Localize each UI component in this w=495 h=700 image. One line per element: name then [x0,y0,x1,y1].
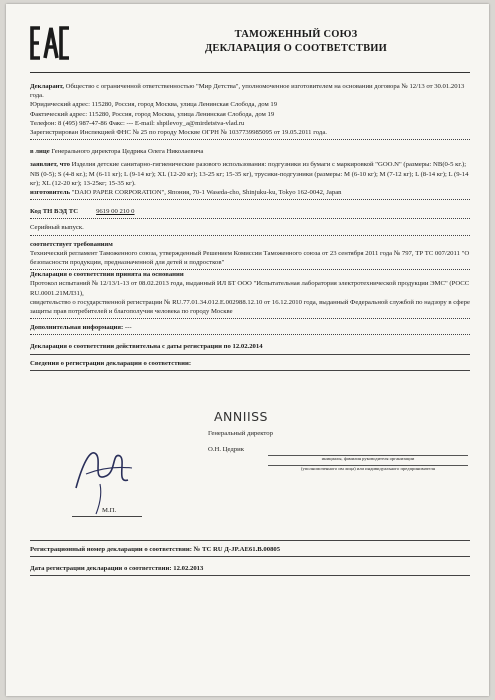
signatory-position: Генеральный директор [208,430,273,437]
signature-caption: инициалы, фамилия руководителя организации [321,456,415,461]
additional-value: --- [123,324,132,332]
basis-protocol: Протокол испытаний № 12/13/1-13 от 08.02.2013 года, выданный ИЛ БТ ООО "Испытательная лаборатория электротехнической продукции ЭМС" (РОСС RU.0001.21МЛ31), [30,280,470,297]
document-header [136,28,456,56]
validity-text: Декларация о соответствии действительна с даты регистрации по 12.02.2014 [30,343,263,351]
tnved-label: Код ТН ВЭД ТС [30,208,79,216]
stamp-label: М.П. [102,507,117,514]
serial-output: Серийный выпуск. [30,224,84,232]
registration-details-label: Сведения о регистрации декларации о соответствии: [30,359,192,367]
declares-paragraph [30,160,470,188]
manufacturer-text: "DAIO PAPER CORPORATION", Япония, 70-1 Waseda-cho, Shinjuku-ku, Tokyo 162-0042, Japan [70,189,342,197]
header-title: ТАМОЖЕННЫЙ СОЮЗ [234,29,358,40]
registration-info: Зарегистрирован Инспекцией ФНС № 25 по городу Москве ОГРН № 1037739985095 от 19.05.2011 года. [30,129,327,137]
registration-date-paragraph [30,564,470,573]
declares-label: заявляет, что [30,161,70,169]
manufacturer-paragraph [30,188,470,197]
registration-number-value: № ТС RU Д-JP.AE61.B.00805 [191,546,281,553]
additional-label: Дополнительная информация: [30,324,124,332]
represented-text: Генерального директора Цедрика Олега Николаевича [49,148,204,156]
registration-date-label: Дата регистрации декларации о соответствии: [30,565,172,573]
registration-number-paragraph [30,545,470,554]
declarant-text: Общество с ограниченной ответственностью "Мир Детства", уполномоченное изготовителем на основании договора № 12/13 от 30.01.2013 года. [30,83,465,100]
stamp-line [72,516,142,517]
signature-scribble [56,426,146,536]
requirements-text: Технический регламент Таможенного союза, утвержденный Решением Комиссии Таможенного союза от 23 сентября 2011 года № 797, ТР ТС 007/2011 "О безопасности продукции, предназначенной для детей и подростков" [30,249,470,267]
requirements-label: соответствует требованиям [30,240,113,248]
actual-address: Фактический адрес: 115280, Россия, город Москва, улица Ленинская Слобода, дом 19 [30,110,275,118]
represented-label: в лице [30,148,50,156]
registration-footer [30,538,470,576]
signatory-name: О.Н. Цедрик [208,446,244,453]
declaration-body [30,82,470,371]
declaration-page [6,4,489,696]
signature-caption-2: (уполномоченного им лица) или индивидуального предпринимателя [301,466,435,471]
contacts: Телефон: 8 (495) 987-47-86 Факс: --- E-mail: shpilevoy_a@mirdetstva-vlad.ru [30,119,245,127]
divider [30,575,470,576]
declarant-label: Декларант, [30,83,64,90]
header-divider [30,72,470,73]
registration-number-label: Регистрационный номер декларации о соответствии: [30,546,192,553]
tnved-value: 9619 00 210 0 [96,208,135,216]
eac-logo [30,26,70,60]
header-subtitle: ДЕКЛАРАЦИЯ О СООТВЕТСТВИИ [204,43,388,54]
tnved-row [30,207,470,216]
basis-label: Декларация о соответствии принята на основании [30,271,184,279]
represented-paragraph [30,147,470,156]
registration-date-value: 12.02.2013 [171,565,204,573]
basis-certificate: свидетельство о государственной регистрации № RU.77.01.34.012.E.002988.12.10 от 16.12.2010 года, выданный Федеральной службой по надзору в сфере защиты прав потребителей и благополучия человека по городу Москве [30,298,470,316]
declarant-paragraph [30,82,470,100]
watermark-text: ANNIISS [214,409,268,424]
divider [30,370,470,371]
legal-address: Юридический адрес: 115280, Россия, город Москва, улица Ленинская Слобода, дом 19 [30,101,278,109]
declares-text: Изделия детские санитарно-гигиенические разового использования: подгузники из бумаги с маркировкой "GOO.N" (размеры: NB(0-5 кг.); NB (0-5); S (4-8 кг.); M (6-11 кг); L (9-14 кг); XL (12-20 кг); 13-25 кг; 15-35 кг), трусики-подгузники (размеры: M (6-10 кг); M (7-12 кг); L (8-14 кг); L (9-14 кг); XL (12-20 кг); 13-25кг; 15-35 кг). [30,161,469,187]
additional-paragraph [30,323,470,332]
manufacturer-label: изготовитель [30,189,71,197]
